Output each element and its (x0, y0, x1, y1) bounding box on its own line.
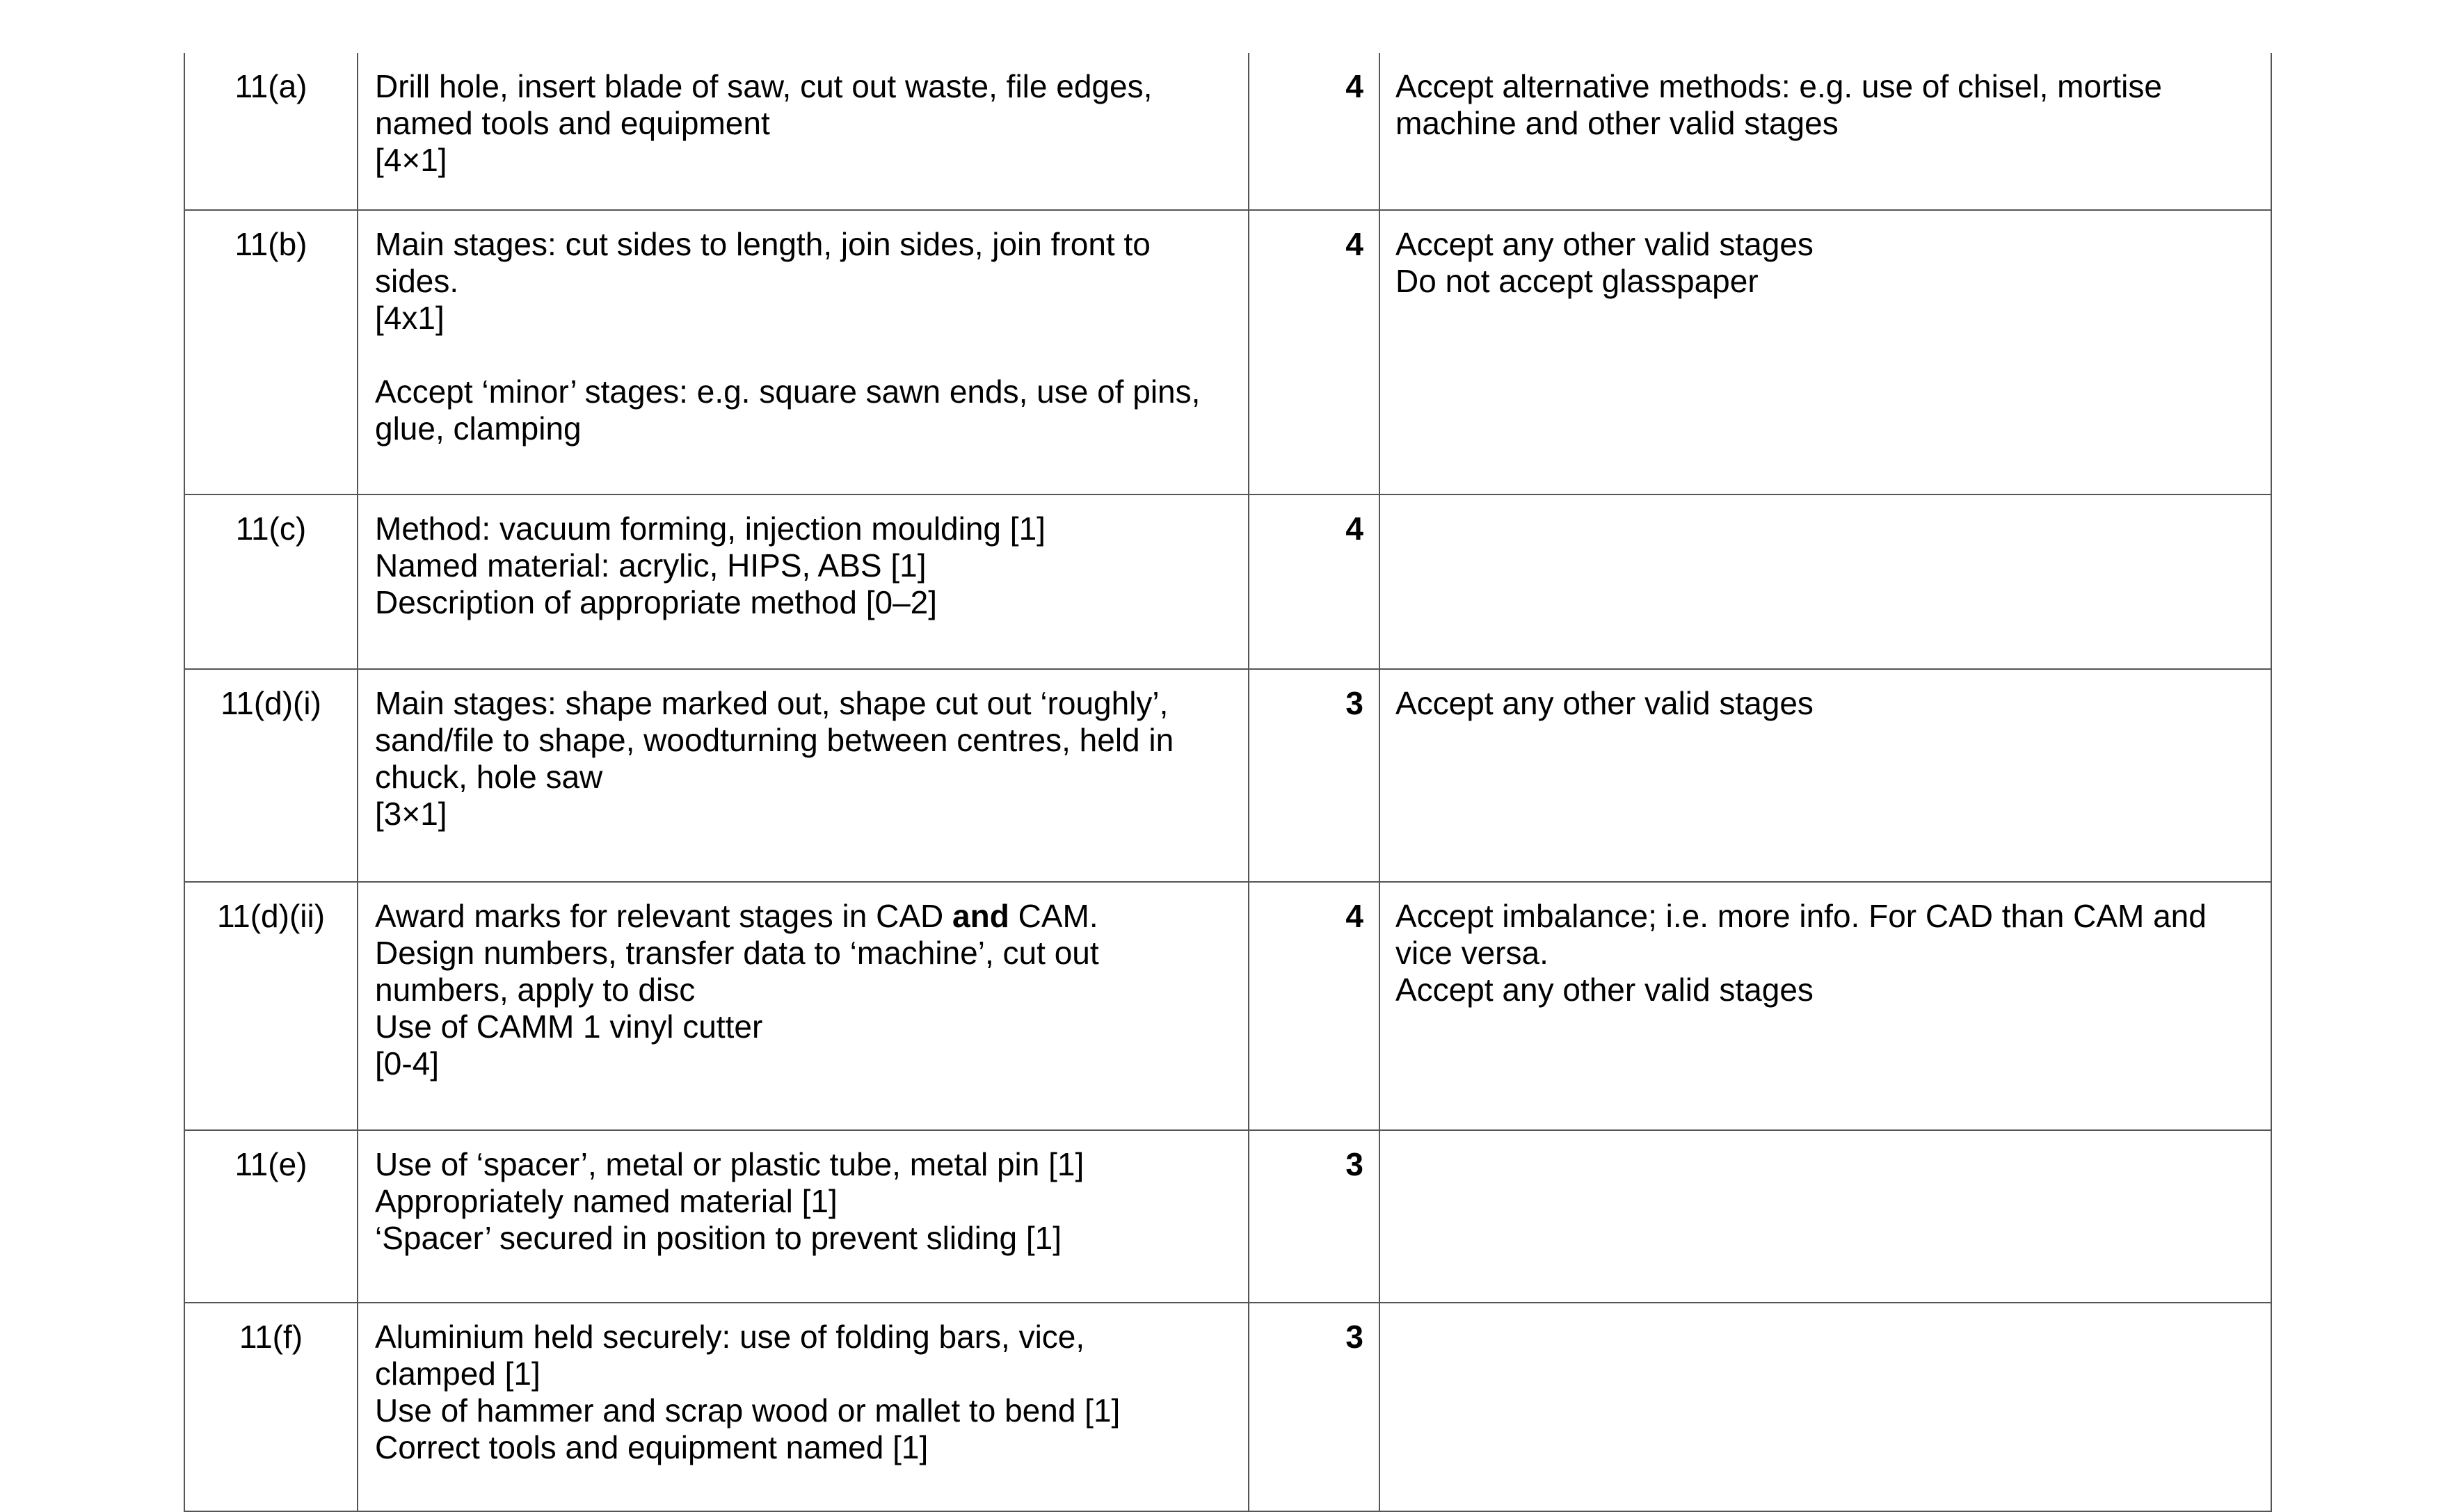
marks-cell: 3 (1249, 1130, 1379, 1303)
table-row (184, 882, 2271, 1130)
marks-cell: 4 (1249, 210, 1379, 494)
guidance-line: vice versa. (1395, 935, 1548, 971)
answer-line: [4×1] (375, 142, 447, 178)
guidance-cell (1379, 210, 2271, 494)
answer-cell (358, 210, 1249, 494)
question-number: 11(c) (184, 494, 358, 669)
guidance-line: machine and other valid stages (1395, 105, 1839, 141)
answer-line: Drill hole, insert blade of saw, cut out waste, file edges, (375, 68, 1153, 104)
guidance-line: Accept any other valid stages (1395, 685, 1814, 721)
answer-cell (358, 1130, 1249, 1303)
paragraph-gap (375, 337, 1234, 373)
answer-line: glue, clamping (375, 410, 582, 447)
answer-cell (358, 53, 1249, 210)
question-number: 11(b) (184, 210, 358, 494)
question-number: 11(f) (184, 1303, 358, 1511)
answer-line: named tools and equipment (375, 105, 770, 141)
guidance-cell (1379, 669, 2271, 882)
answer-line: Named material: acrylic, HIPS, ABS [1] (375, 547, 927, 584)
answer-line: chuck, hole saw (375, 759, 603, 795)
answer-line: clamped [1] (375, 1356, 541, 1392)
mark-scheme-table (184, 53, 2272, 1512)
answer-line: sides. (375, 263, 459, 299)
question-number: 11(a) (184, 53, 358, 210)
guidance-cell (1379, 494, 2271, 669)
guidance-cell (1379, 53, 2271, 210)
marks-cell: 4 (1249, 882, 1379, 1130)
table-row (184, 1130, 2271, 1303)
guidance-cell (1379, 882, 2271, 1130)
answer-cell (358, 494, 1249, 669)
answer-text: Award marks for relevant stages in CAD (375, 898, 953, 934)
guidance-line: Do not accept glasspaper (1395, 263, 1759, 299)
answer-line: numbers, apply to disc (375, 972, 696, 1008)
question-number: 11(d)(ii) (184, 882, 358, 1130)
guidance-line: Accept any other valid stages (1395, 226, 1814, 262)
guidance-line: Accept alternative methods: e.g. use of chisel, mortise (1395, 68, 2162, 104)
answer-line: Appropriately named material [1] (375, 1183, 838, 1219)
marks-cell: 4 (1249, 494, 1379, 669)
guidance-line: Accept any other valid stages (1395, 972, 1814, 1008)
answer-line: [0-4] (375, 1045, 440, 1081)
marks-cell: 3 (1249, 1303, 1379, 1511)
answer-line: Main stages: cut sides to length, join sides, join front to (375, 226, 1151, 262)
guidance-line: Accept imbalance; i.e. more info. For CAD than CAM and (1395, 898, 2207, 934)
question-number: 11(d)(i) (184, 669, 358, 882)
answer-text: CAM. (1009, 898, 1098, 934)
answer-cell (358, 882, 1249, 1130)
table-row (184, 1303, 2271, 1511)
marks-cell: 4 (1249, 53, 1379, 210)
answer-cell (358, 669, 1249, 882)
answer-line: Design numbers, transfer data to ‘machine’, cut out (375, 935, 1099, 971)
question-number: 11(e) (184, 1130, 358, 1303)
answer-line: Use of CAMM 1 vinyl cutter (375, 1008, 763, 1045)
table-row (184, 53, 2271, 210)
answer-cell (358, 1303, 1249, 1511)
answer-line: ‘Spacer’ secured in position to prevent sliding [1] (375, 1220, 1062, 1256)
answer-line: Description of appropriate method [0–2] (375, 584, 938, 620)
answer-line: [4x1] (375, 300, 445, 336)
answer-line: Use of ‘spacer’, metal or plastic tube, metal pin [1] (375, 1146, 1085, 1182)
guidance-cell (1379, 1303, 2271, 1511)
answer-line: [3×1] (375, 796, 447, 832)
marks-cell: 3 (1249, 669, 1379, 882)
answer-line: Aluminium held securely: use of folding bars, vice, (375, 1319, 1085, 1355)
answer-emphasis: and (952, 898, 1009, 934)
table-row (184, 494, 2271, 669)
answer-line (375, 898, 1234, 935)
table-row (184, 210, 2271, 494)
answer-line: sand/file to shape, woodturning between centres, held in (375, 722, 1174, 758)
guidance-cell (1379, 1130, 2271, 1303)
answer-line: Method: vacuum forming, injection moulding [1] (375, 510, 1046, 547)
table-row (184, 669, 2271, 882)
answer-line: Accept ‘minor’ stages: e.g. square sawn ends, use of pins, (375, 373, 1201, 410)
answer-line: Correct tools and equipment named [1] (375, 1429, 929, 1465)
answer-line: Main stages: shape marked out, shape cut out ‘roughly’, (375, 685, 1169, 721)
answer-line: Use of hammer and scrap wood or mallet to bend [1] (375, 1392, 1121, 1429)
